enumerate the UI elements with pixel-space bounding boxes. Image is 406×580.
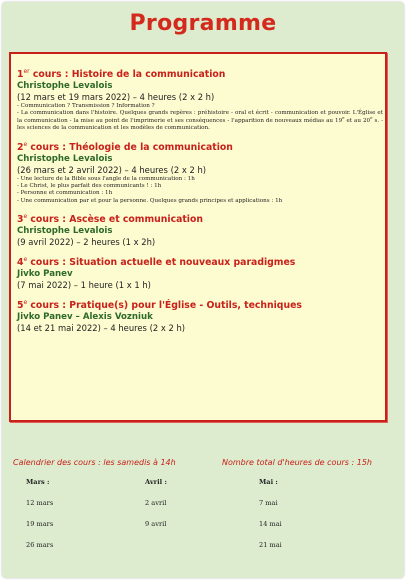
course-author: Jivko Panev [17, 269, 73, 280]
calendar-day: 26 mars [26, 541, 54, 549]
course-author: Christophe Levalois [17, 153, 113, 164]
course-number: 4 [17, 257, 24, 269]
course-topic: Histoire de la communication [71, 69, 226, 80]
course-heading [17, 68, 383, 81]
course-line: - Une communication par et pour la personne. Quelques grands principes et applications : 1h [17, 197, 283, 204]
course-3 [17, 213, 383, 248]
course-author: Christophe Levalois [17, 81, 113, 91]
course-line: - Communication ? Transmission ? Information ? [17, 103, 155, 109]
calendar-day: 21 mai [259, 541, 282, 549]
calendar-month: Mai : [259, 478, 278, 486]
programme-box [9, 52, 387, 422]
calendar-day: 9 avril [145, 520, 167, 528]
course-author: Jivko Panev – Alexis Vozniuk [17, 312, 153, 323]
course-number: 1 [17, 69, 24, 80]
course-author: Christophe Levalois [17, 226, 113, 237]
calendar-column-mai [259, 478, 282, 562]
course-ordinal: e [23, 213, 28, 221]
course-ordinal: e [23, 256, 28, 264]
course-line: - Personne et communication : 1h [17, 190, 113, 197]
course-date: (7 mai 2022) – 1 heure (1 x 1 h) [17, 280, 151, 291]
course-line: - Une lecture de la Bible sous l'angle de la communication : 1h [17, 175, 195, 182]
course-ordinal: e [23, 140, 28, 148]
course-1 [17, 68, 383, 133]
course-line: - Le Christ, le plus parfait des communicants ! : 1h [17, 183, 162, 190]
course-topic: Théologie de la communication [69, 141, 233, 153]
course-2 [17, 141, 383, 206]
calendar-day: 19 mars [26, 520, 54, 528]
course-label: cours : [29, 69, 72, 80]
calendar-day: 14 mai [259, 520, 282, 528]
course-date: (26 mars et 2 avril 2022) – 4 heures (2 x 2 h) [17, 164, 207, 175]
course-topic: Ascèse et communication [69, 214, 203, 226]
calendar-day: 2 avril [145, 499, 167, 507]
course-4 [17, 256, 383, 291]
total-hours-note: Nombre total d'heures de cours : 15h [222, 458, 372, 467]
calendar-column-mars [26, 478, 53, 562]
course-number: 3 [17, 214, 24, 226]
course-date: (9 avril 2022) – 2 heures (1 x 2h) [17, 237, 156, 248]
calendar-day: 12 mars [26, 499, 54, 507]
course-topic: Situation actuelle et nouveaux paradigmes [69, 257, 296, 269]
course-lines [17, 176, 383, 206]
calendar-month: Mars : [26, 478, 50, 486]
course-ordinal: e [23, 299, 28, 307]
course-heading [17, 256, 383, 269]
calendar-column-avril [145, 478, 167, 541]
course-date: (12 mars et 19 mars 2022) – 4 heures (2 x 2 h) [17, 92, 215, 102]
course-heading [17, 213, 383, 226]
calendar-month: Avril : [145, 478, 167, 486]
course-heading [17, 299, 383, 312]
course-number: 2 [17, 141, 24, 153]
course-paragraph: - La communication dans l'histoire. Quelques grands repères : préhistoire - oral et écrit - communication et pouvoir. L'Église et la communication - la mise au point de l'imprimerie et ses conséquences - l'apparition de nouveaux médias au 19e et au 20e s. - les sciences de la communication et les modèles de communication. [17, 110, 383, 132]
page-title: Programme [129, 11, 277, 36]
course-label: cours : [27, 257, 70, 269]
course-heading [17, 141, 383, 154]
course-topic: Pratique(s) pour l'Église - Outils, techniques [69, 300, 302, 312]
course-date: (14 et 21 mai 2022) – 4 heures (2 x 2 h) [17, 323, 186, 334]
calendar-note: Calendrier des cours : les samedis à 14h [13, 458, 176, 467]
course-ordinal: er [23, 67, 30, 75]
course-number: 5 [17, 300, 24, 312]
calendar-day: 7 mai [259, 499, 278, 507]
course-list [17, 68, 383, 342]
course-label: cours : [27, 214, 70, 226]
course-5 [17, 299, 383, 334]
course-label: cours : [27, 300, 70, 312]
course-label: cours : [27, 141, 70, 153]
